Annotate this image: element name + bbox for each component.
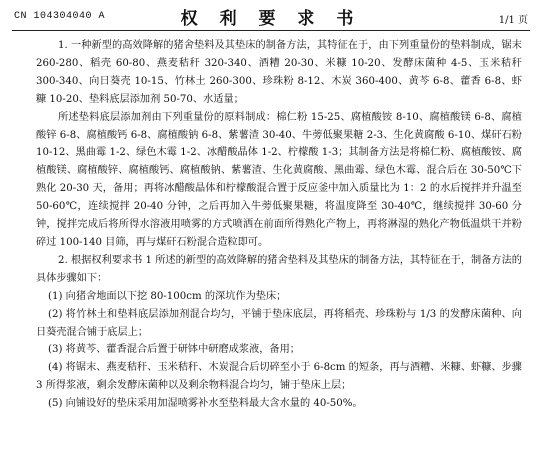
claim-1-additive-paragraph: 所述垫料底层添加剂由下列重量份的原料制成：棉仁粉 15-25、腐植酸铵 8-10、腐植酸镁 6-8、腐植酸锌 6-8、腐植酸钙 6-8、腐植酸钠 6-8、紫薯渣 30-40、牛蒡低聚果糖 2-3、生化黄腐酸 6-10、煤矸石粉 10-12、黑曲霉 1-2、绿色木霉 1-2、冰醋酸晶体 1-2、柠檬酸 1-3；其制备方法是将棉仁粉、腐植酸铵、腐植酸镁、腐植酸锌、腐植酸钙、腐植酸钠、紫薯渣、生化黄腐酸、黑曲霉、绿色木霉、混合后在 30-50℃下熟化 20-30 天，备用；再将冰醋酸晶体和柠檬酸混合置于反应釜中加入质量比为 1：2 的水后搅拌并升温至 50-60℃，连续搅拌 20-40 分钟，之后再加入牛蒡低聚果糖，将温度降至 30-40℃，继续搅拌 30-60 分钟，搅拌完成后将所得水溶液用喷雾的方式喷洒在前面所得熟化产物上，再将淋湿的熟化产物低温烘干并粉碎过 100-140 目筛，再与煤矸石粉混合造粒即可。 [36, 111, 522, 248]
claim-2-step-3: (3) 将黄芩、藿香混合后置于研钵中研磨成浆液，备用； [48, 344, 300, 356]
publication-number: CN 104304040 A [14, 11, 106, 22]
claim-2-step-2: (2) 将竹林土和垫料底层添加剂混合均匀，平铺于垫床底层，再将稻壳、珍珠粉与 1/3 的发酵床菌种、向日葵壳混合铺于底层上； [36, 308, 522, 338]
document-title: 权 利 要 求 书 [180, 9, 362, 29]
page-number: 1/1 页 [498, 15, 528, 26]
claim-2-step-1: (1) 向猪舍地面以下挖 80-100cm 的深坑作为垫床； [48, 290, 287, 302]
claim-2-step-4: (4) 将锯末、燕麦秸秆、玉米秸秆、木炭混合后切碎至小于 6-8cm 的短条，再与酒糟、米糠、虾糠、步骤 3 所得浆液，剩余发酵床菌种以及剩余物料混合均匀，铺于垫床上层； [36, 362, 522, 392]
claim-1-paragraph: 1. 一种新型的高效降解的猪舍垫料及其垫床的制备方法，其特征在于，由下列重量份的垫料制成，锯末 260-280、稻壳 60-80、燕麦秸秆 320-340、酒糟 20-30、米糠 10-20、发酵床菌种 4-5、玉米秸秆 300-340、向日葵壳 10-15、竹林土 260-300、珍珠粉 8-12、木炭 360-400、黄芩 6-8、藿香 6-8、虾糠 10-20、垫料底层添加剂 50-70、水适量； [36, 40, 522, 105]
header-divider [12, 30, 530, 31]
page-header [0, 0, 542, 30]
claims-body [36, 37, 522, 413]
claim-2-paragraph: 2. 根据权利要求书 1 所述的新型的高效降解的猪舍垫料及其垫床的制备方法，其特征在于，制备方法的具体步骤如下： [36, 254, 522, 284]
claim-2-step-5: (5) 向铺设好的垫床采用加湿喷雾补水至垫料最大含水量的 40-50%。 [48, 398, 363, 410]
